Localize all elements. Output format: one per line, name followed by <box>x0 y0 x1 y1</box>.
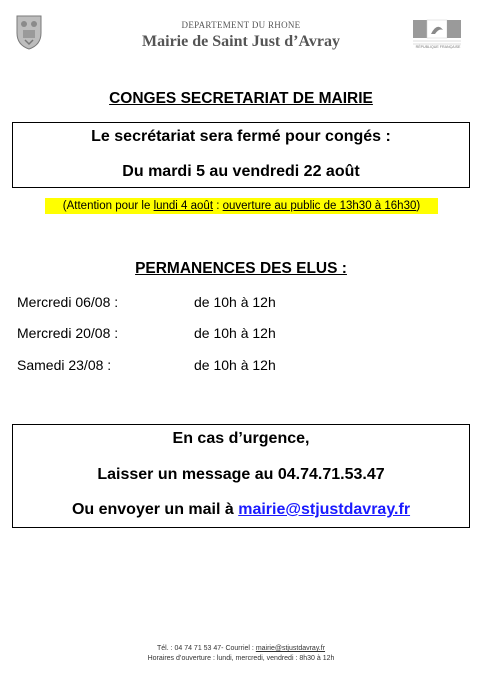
attention-separator: : <box>213 200 223 212</box>
footer-contact-prefix: Tél. : 04 74 71 53 47- Courriel : <box>156 645 256 652</box>
closure-box <box>12 122 470 188</box>
permanence-row <box>17 357 457 377</box>
urgence-line-3 <box>13 501 469 519</box>
mairie-name: Mairie de Saint Just d’Avray <box>142 33 340 50</box>
urgence-mail-prefix: Ou envoyer un mail à <box>71 501 239 518</box>
department-label: DEPARTEMENT DU RHONE <box>181 20 301 30</box>
urgence-line-1: En cas d’urgence, <box>172 430 310 447</box>
page-title: CONGES SECRETARIAT DE MAIRIE <box>109 90 373 107</box>
permanence-row <box>17 294 457 314</box>
permanence-hours: de 10h à 12h <box>194 357 276 373</box>
permanence-day: Mercredi 06/08 : <box>17 294 119 310</box>
attention-suffix: ) <box>416 200 421 212</box>
permanences-title: PERMANENCES DES ELUS : <box>135 260 347 277</box>
permanence-row <box>17 325 457 345</box>
footer-email-link[interactable]: mairie@stjustdavray.fr <box>255 645 326 652</box>
urgence-box <box>12 424 470 528</box>
footer-hours: Horaires d’ouverture : lundi, mercredi, vendredi : 8h30 à 12h <box>147 655 335 662</box>
attention-note <box>45 198 438 214</box>
marianne-republique-logo <box>411 18 465 52</box>
closure-line-2: Du mardi 5 au vendredi 22 août <box>122 163 360 180</box>
permanence-day: Mercredi 20/08 : <box>17 325 119 341</box>
permanence-day: Samedi 23/08 : <box>17 357 112 373</box>
permanence-hours: de 10h à 12h <box>194 325 276 341</box>
attention-date: lundi 4 août <box>153 200 214 212</box>
email-link[interactable]: mairie@stjustdavray.fr <box>238 501 411 518</box>
attention-opening-hours: ouverture au public de 13h30 à 16h30 <box>222 200 417 212</box>
republique-text: RÉPUBLIQUE FRANÇAISE <box>415 45 461 49</box>
permanence-hours: de 10h à 12h <box>194 294 276 310</box>
attention-prefix: (Attention pour le <box>62 200 154 212</box>
footer-contact <box>0 645 482 652</box>
urgence-line-2: Laisser un message au 04.74.71.53.47 <box>97 466 385 483</box>
closure-line-1: Le secrétariat sera fermé pour congés : <box>91 128 391 145</box>
